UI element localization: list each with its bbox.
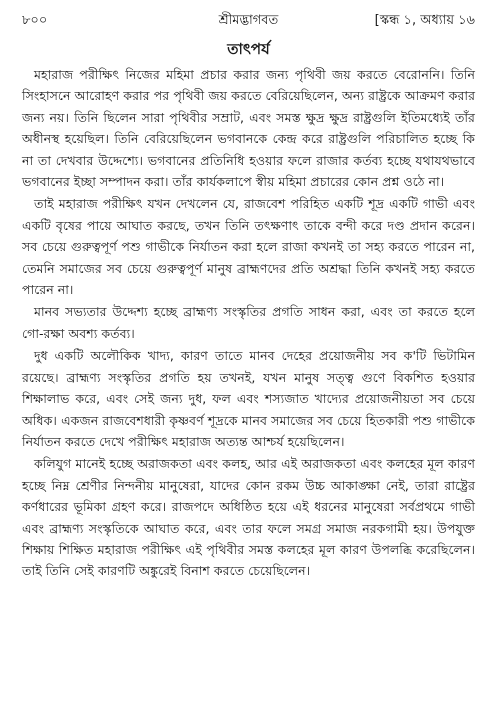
paragraph: তাই মহারাজ পরীক্ষিৎ যখন দেখলেন যে, রাজবেশ পরিহিত একটি শূদ্র একটি গাভী এবং একটি বৃষের পায়ে আঘাত করছে, তখন তিনি তৎক্ষণাৎ তাকে বন্দী করে দণ্ড প্রদান করেন। সব চেয়ে গুরুত্বপূর্ণ পশু গাভীকে নির্যাতন করা হলে রাজা কখনই তা সহ্য করতে পারেন না, তেমনি সমাজের সব চেয়ে গুরুত্বপূর্ণ মানুষ ব্রাহ্মণদের প্রতি অশ্রদ্ধা তিনি কখনই সহ্য করতে পারেন না।	[22, 196, 475, 298]
section-title: তাৎপর্য	[227, 40, 270, 58]
running-title: শ্রীমদ্ভাগবত	[218, 13, 279, 28]
paragraph: দুধ একটি অলৌকিক খাদ্য, কারণ তাতে মানব দেহের প্রয়োজনীয় সব ক'টি ভিটামিন রয়েছে। ব্রাহ্মণ্য সংস্কৃতির প্রগতি হয় তখনই, যখন মানুষ সত্ত্ব গুণে বিকশিত হওয়ার শিক্ষালাভ করে, এবং সেই জন্য দুধ, ফল এবং শস্যজাত খাদ্যের প্রয়োজনীয়তা সব চেয়ে অধিক। একজন রাজবেশধারী কৃষ্ণবর্ণ শূদ্রকে মানব সমাজের সব চেয়ে হিতকারী পশু গাভীকে নির্যাতন করতে দেখে পরীক্ষিৎ মহারাজ অত্যন্ত আশ্চর্য হয়েছিলেন।	[22, 348, 475, 449]
page-header	[22, 10, 475, 32]
paragraph: মহারাজ পরীক্ষিৎ নিজের মহিমা প্রচার করার জন্য পৃথিবী জয় করতে বেরোননি। তিনি সিংহাসনে আরোহণ করার পর পৃথিবী জয় করতে বেরিয়েছিলেন, অন্য রাষ্ট্রকে আক্রমণ করার জন্য নয়। তিনি ছিলেন সারা পৃথিবীর সম্রাট, এবং সমস্ত ক্ষুদ্র ক্ষুদ্র রাষ্ট্রগুলি ইতিমধ্যেই তাঁর অধীনস্থ হয়েছিল। তিনি বেরিয়েছিলেন ভগবানকে কেন্দ্র করে রাষ্ট্রগুলি পরিচালিত হচ্ছে কি না তা দেখবার উদ্দেশ্যে। ভগবানের প্রতিনিধি হওয়ার ফলে রাজার কর্তব্য হচ্ছে যথাযথভাবে ভগবানের ইচ্ছা সম্পাদন করা। তাঁর কার্যকলাপে স্বীয় মহিমা প্রচারের কোন প্রশ্ন ওঠে না।	[22, 67, 475, 190]
page-number: ৮০০	[22, 13, 48, 28]
section-reference: [স্কন্ধ ১, অধ্যায় ১৬	[374, 13, 475, 28]
body-text	[22, 64, 475, 582]
paragraph: কলিযুগ মানেই হচ্ছে অরাজকতা এবং কলহ, আর এই অরাজকতা এবং কলহের মূল কারণ হচ্ছে নিম্ন শ্রেণীর নিন্দনীয় মানুষেরা, যাদের কোন রকম উচ্চ আকাঙ্ক্ষা নেই, তারা রাষ্ট্রের কর্ণধারের ভূমিকা গ্রহণ করে। রাজপদে অধিষ্ঠিত হয়ে এই ধরনের মানুষেরা সর্বপ্রথমে গাভী এবং ব্রাহ্মণ্য সংস্কৃতিকে আঘাত করে, এবং তার ফলে সমগ্র সমাজ নরকগামী হয়। উপযুক্ত শিক্ষায় শিক্ষিত মহারাজ পরীক্ষিৎ এই পৃথিবীর সমস্ত কলহের মূল কারণ উপলব্ধি করেছিলেন। তাই তিনি সেই কারণটি অঙ্কুরেই বিনাশ করতে চেয়েছিলেন।	[22, 456, 475, 579]
paragraph: মানব সভ্যতার উদ্দেশ্য হচ্ছে ব্রাহ্মণ্য সংস্কৃতির প্রগতি সাধন করা, এবং তা করতে হলে গো-রক্ষা অবশ্য কর্তব্য।	[22, 304, 475, 341]
